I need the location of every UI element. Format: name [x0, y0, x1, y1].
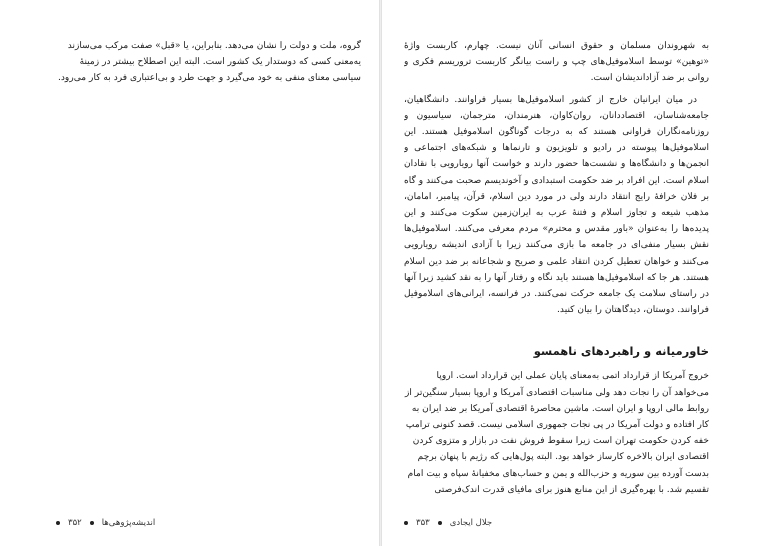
- left-running-title: اندیشه‌پژوهی‌ها: [101, 518, 156, 528]
- right-running-title: جلال ایجادی: [449, 518, 493, 528]
- section-heading: خاورمیانه و راهبردهای ناهمسو: [533, 344, 709, 359]
- right-page-footer: [404, 518, 709, 528]
- left-page-paragraph: گروه، ملت و دولت را نشان می‌دهد. بنابراین، یا «قبل» صفت مرکب می‌سازند یه‌معنی کسی که دوستدار یک کشور است. البته این اصطلاح بیشتر در زمینهٔ سیاسی معنای منفی به خود می‌گیرد و جهت طرد و بی‌اعتباری فرد به کار می‌رود.: [57, 41, 361, 84]
- right-page-paragraph: در میان ایرانیان خارج از کشور اسلاموفیل‌ها بسیار فراوانند. دانشگاهیان، جامعه‌شناسان، اقتصاددانان، روان‌کاوان، هنرمندان، مترجمان، سیاسیون و روزنامه‌نگاران فراوانی هستند که به درجات گوناگون اسلاموفیل هستند. این اسلاموفیل‌ها پیوسته در رادیو و تلویزیون و تارنماها و شبکه‌های اجتماعی و انجمن‌ها و دانشگاه‌ها و نشست‌ها حضور دارند و خواست آنها رویارویی با نقادان اسلام است. این افراد بر ضد حکومت استبدادی و آخوندیسم صحبت می‌کنند و گاه بر فلان خرافهٔ رایج انتقاد دارند ولی در مورد دین اسلام، قرآن، پیامبر، امامان، مذهب شیعه و تجاوز اسلام و فتنهٔ عرب به ایران‌زمین سکوت می‌کنند و این پدیده‌ها را به‌عنوان «باور مقدس و محترم» مردم معرفی می‌کنند. اسلاموفیل‌ها نقش بسیار منفی‌ای در جامعه ما بازی می‌کنند زیرا با آزادی اندیشه رویارویی می‌کنند و خواهان تعطیل کردن انتقاد علمی و صریح و شجاعانه بر ضد دین اسلام هستند. هر جا که اسلاموفیل‌ها هستند باید نگاه و رفتار آنها را به نقد کشید زیرا آنها در راستای سلامت یک جامعه حرکت نمی‌کنند. در فرانسه، ایرانی‌های اسلاموفیل فراوانند. دوستان، دیدگاهتان را بیان کنید.: [404, 94, 709, 316]
- left-page-footer: [56, 518, 361, 528]
- footer-bullet-icon: [438, 521, 442, 525]
- footer-bullet-icon: [90, 521, 94, 525]
- book-gutter: [379, 0, 382, 546]
- footer-bullet-icon: [56, 521, 60, 525]
- right-page-paragraph: به شهروندان مسلمان و حقوق انسانی آنان نیست. چهارم، کاربست واژهٔ «توهین» توسط اسلاموفیل‌های چپ و راست بیانگر کاربست تروریسم فکری و روانی بر ضد آزاداندیشان است.: [404, 41, 709, 84]
- right-page: [404, 38, 709, 508]
- right-page-number: ۳۵۳: [416, 518, 430, 528]
- left-page-number: ۳۵۲: [68, 518, 82, 528]
- left-page: [56, 38, 361, 508]
- footer-bullet-icon: [404, 521, 408, 525]
- right-page-paragraph: خروج آمریکا از قرارداد اتمی به‌معنای پایان عملی این قرارداد است. اروپا می‌خواهد آن را نجات دهد ولی مناسبات اقتصادی آمریکا و اروپا بسیار سنگین‌تر از روابط مالی اروپا و ایران است. ماشین محاصرهٔ اقتصادی آمریکا بر ضد ایران به کار افتاده و دولت آمریکا در پی نجات جمهوری اسلامی نیست. قصد کنونی ترامپ خفه کردن حکومت تهران است زیرا سقوط فروش نفت در بازار و متزوی کردن اقتصادی ایران بالاخره کارساز خواهد بود. البته پول‌هایی که رژیم با پنهان برچم بدست آورده بین سوریه و حزب‌الله و یمن و حساب‌های مخفیانهٔ سپاه و بیت امام تقسیم شد. با بهره‌گیری از این منابع هنوز برای مافیای قدرت اندک‌فرصتی: [405, 371, 709, 495]
